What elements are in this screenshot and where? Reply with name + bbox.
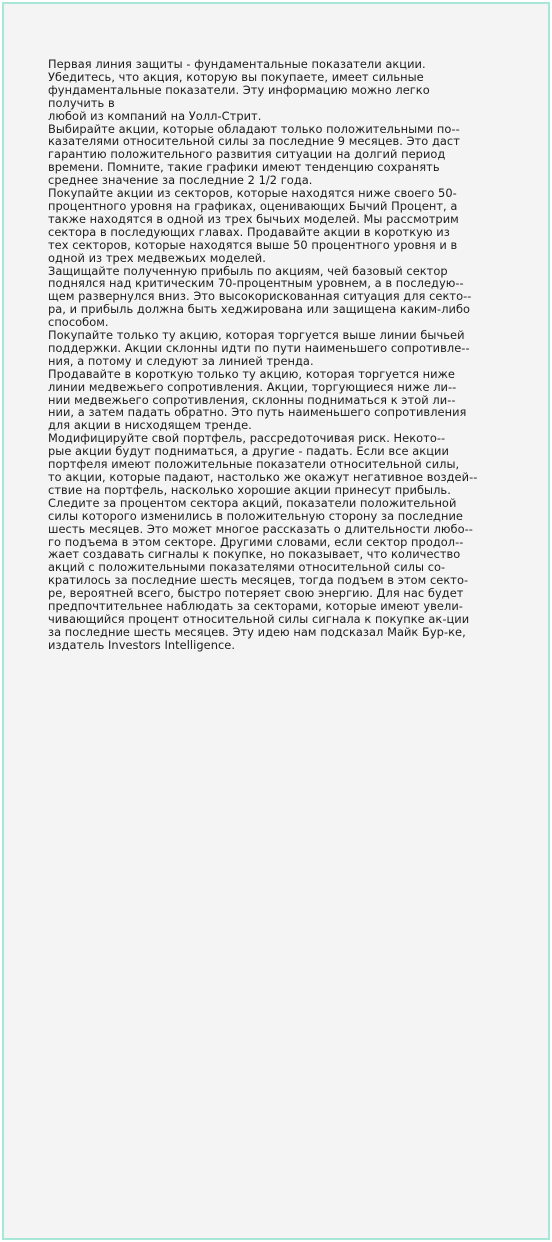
text-line: Следите за процентом сектора акций, показатели положительной xyxy=(48,495,457,510)
text-line: ния, а потому и следуют за линией тренда. xyxy=(48,353,314,368)
text-line: поддержки. Акции склонны идти по пути наименьшего сопротивле-- xyxy=(48,340,470,355)
text-line: одной из трех медвежьих моделей. xyxy=(48,250,266,265)
text-line: чивающийся процент относительной силы сигнала к покупке ак-ции xyxy=(48,611,470,626)
text-line: Выбирайте акции, которые обладают только положительными по-- xyxy=(48,121,460,136)
text-line: также находятся в одной из трех бычьих моделей. Мы рассмотрим xyxy=(48,211,459,226)
text-line: нии медвежьего сопротивления, склонны подниматься к этой ли-- xyxy=(48,392,456,407)
text-line: кратилось за последние шесть месяцев, тогда подъем в этом секто- xyxy=(48,573,469,588)
text-line: рые акции будут подниматься, а другие - падать. Если все акции xyxy=(48,444,449,459)
text-line: тех секторов, которые находятся выше 50 процентного уровня и в xyxy=(48,237,458,252)
text-line: линии медвежьего сопротивления. Акции, торгующиеся ниже ли-- xyxy=(48,379,457,394)
text-line: для акции в нисходящем тренде. xyxy=(48,418,252,433)
text-line: способом. xyxy=(48,315,109,330)
text-line: Покупайте акции из секторов, которые находятся ниже своего 50- xyxy=(48,186,457,201)
text-line: процентного уровня на графиках, оценивающих Бычий Процент, а xyxy=(48,198,458,213)
text-line: получить в xyxy=(48,95,115,110)
text-line: ре, вероятней всего, быстро потеряет свою энергию. Для нас будет xyxy=(48,586,464,601)
text-line: фундаментальные показатели. Эту информацию можно легко xyxy=(48,82,430,97)
text-line: то акции, которые падают, настолько же окажут негативное воздей-- xyxy=(48,470,478,484)
text-line: шесть месяцев. Это может многое рассказать о длительности любо-- xyxy=(48,521,473,536)
text-line: портфеля имеют положительные показатели относительной силы, xyxy=(48,457,460,472)
text-line: силы которого изменились в положительную сторону за последние xyxy=(48,508,463,523)
text-line: Покупайте только ту акцию, которая торгуется выше линии бычьей xyxy=(48,328,465,343)
text-line: Продавайте в короткую только ту акцию, которая торгуется ниже xyxy=(48,366,455,381)
text-line: за последние шесть месяцев. Эту идею нам подсказал Майк Бур-ке, xyxy=(48,624,466,639)
text-line: сектора в последующих главах. Продавайте акции в короткую из xyxy=(48,224,450,239)
text-line: Модифицируйте свой портфель, рассредоточивая риск. Некото-- xyxy=(48,431,446,446)
document-text xyxy=(48,58,508,652)
text-line: гарантию положительного развития ситуации на долгий период xyxy=(48,147,446,162)
text-line: Убедитесь, что акция, которую вы покупаете, имеет сильные xyxy=(48,69,424,84)
page-frame xyxy=(2,2,550,1240)
text-line: ра, и прибыль должна быть хеджирована или защищена каким-либо xyxy=(48,302,471,317)
text-line: нии, а затем падать обратно. Это путь наименьшего сопротивления xyxy=(48,405,467,420)
text-line: издатель Investors Intelligence. xyxy=(48,637,236,652)
text-line: Первая линия защиты - фундаментальные показатели акции. xyxy=(48,57,426,71)
text-line: жает создавать сигналы к покупке, но показывает, что количество xyxy=(48,547,461,562)
text-line: предпочтительнее наблюдать за секторами, которые имеют увели- xyxy=(48,599,463,614)
text-line: го подъема в этом секторе. Другими словами, если сектор продол-- xyxy=(48,534,464,549)
text-line: Защищайте полученную прибыль по акциям, чей базовый сектор xyxy=(48,263,448,278)
text-line: казателями относительной силы за последние 9 месяцев. Это даст xyxy=(48,134,460,149)
text-line: акций с положительными показателями относительной силы со- xyxy=(48,560,446,575)
text-line: поднялся над критическим 70-процентным уровнем, а в последую-- xyxy=(48,276,464,291)
text-line: любой из компаний на Уолл-Стрит. xyxy=(48,108,262,123)
text-line: ствие на портфель, насколько хорошие акции принесут прибыль. xyxy=(48,482,451,497)
text-line: среднее значение за последние 2 1/2 года. xyxy=(48,173,313,188)
text-line: времени. Помните, такие графики имеют тенденцию сохранять xyxy=(48,160,440,175)
text-line: щем развернулся вниз. Это высокорискованная ситуация для секто-- xyxy=(48,289,472,304)
